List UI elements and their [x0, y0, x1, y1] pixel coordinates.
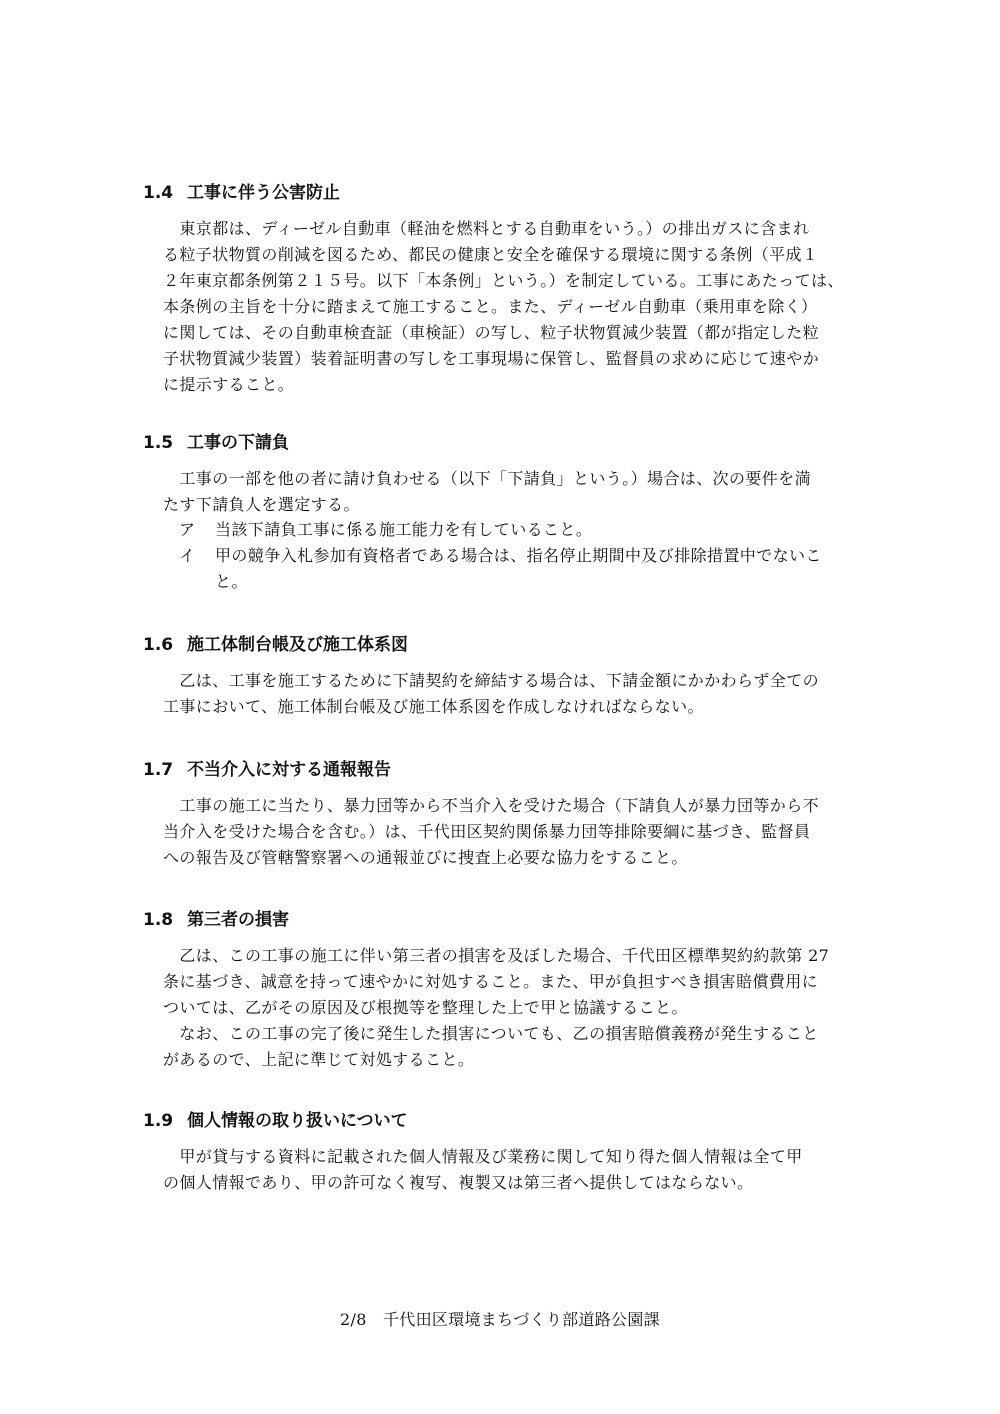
list-item	[163, 517, 863, 543]
list-item-line: と。	[215, 572, 248, 591]
section-title: 施工体制台帳及び施工体系図	[187, 635, 408, 655]
section-paragraph-1-9	[163, 1144, 863, 1196]
list-item	[163, 543, 863, 595]
section-paragraph-1-7	[163, 793, 863, 871]
page-number: 2/8	[340, 1310, 367, 1329]
list-item-line: 甲の競争入札参加有資格者である場合は、指名停止期間中及び排除措置中でないこ	[215, 546, 822, 565]
section-paragraph-1-6	[163, 668, 863, 720]
paragraph-line: 子状物質減少装置）装着証明書の写しを工事現場に保管し、監督員の求めに応じて速やか	[163, 349, 820, 368]
section-title: 第三者の損害	[187, 910, 289, 930]
list-marker: ア	[179, 520, 196, 539]
section-heading-1-7	[143, 758, 391, 782]
section-heading-1-4	[143, 181, 340, 205]
page-footer	[0, 1309, 1000, 1331]
paragraph-line: 乙は、工事を施工するために下請契約を締結する場合は、下請金額にかかわらず全ての	[163, 671, 820, 690]
section-title: 個人情報の取り扱いについて	[187, 1111, 408, 1131]
paragraph-line: 東京都は、ディーゼル自動車（軽油を燃料とする自動車をいう。）の排出ガスに含まれ	[163, 219, 810, 238]
paragraph-line: 条に基づき、誠意を持って速やかに対処すること。また、甲が負担すべき損害賠償費用に	[163, 972, 819, 991]
section-paragraph-1-8	[163, 943, 863, 1073]
paragraph-line: の個人情報であり、甲の許可なく複写、複製又は第三者へ提供してはならない。	[163, 1173, 754, 1192]
section-title: 工事の下請負	[187, 433, 289, 453]
section-heading-1-8	[143, 908, 289, 932]
paragraph-line: ２年東京都条例第２１５号。以下「本条例」という。）を制定している。工事にあたっては、	[163, 271, 844, 290]
department-name: 千代田区環境まちづくり部道路公園課	[383, 1310, 660, 1329]
paragraph-line: る粒子状物質の削減を図るため、都民の健康と安全を確保する環境に関する条例（平成１	[163, 245, 819, 264]
paragraph-line: への報告及び管轄警察署への通報並びに捜査上必要な協力をすること。	[163, 848, 688, 867]
paragraph-line: に関しては、その自動車検査証（車検証）の写し、粒子状物質減少装置（都が指定した粒	[163, 323, 820, 342]
paragraph-line: 本条例の主旨を十分に踏まえて施工すること。また、ディーゼル自動車（乗用車を除く）	[163, 297, 818, 316]
section-heading-1-9	[143, 1109, 408, 1133]
paragraph-line: なお、この工事の完了後に発生した損害についても、乙の損害賠償義務が発生すること	[163, 1024, 819, 1043]
section-paragraph-1-5	[163, 466, 863, 518]
paragraph-line: に提示すること。	[163, 375, 295, 394]
paragraph-line: ついては、乙がその原因及び根拠等を整理した上で甲と協議すること。	[163, 998, 688, 1017]
section-number: 1.5	[143, 433, 174, 453]
requirement-list	[163, 517, 863, 595]
paragraph-line: 工事の施工に当たり、暴力団等から不当介入を受けた場合（下請負人が暴力団等から不	[163, 796, 820, 815]
paragraph-line: 当介入を受けた場合を含む。）は、千代田区契約関係暴力団等排除要綱に基づき、監督員	[163, 822, 811, 841]
section-number: 1.7	[143, 760, 174, 780]
section-number: 1.4	[143, 183, 174, 203]
section-title: 不当介入に対する通報報告	[187, 760, 391, 780]
paragraph-line: 甲が貸与する資料に記載された個人情報及び業務に関して知り得た個人情報は全て甲	[163, 1147, 803, 1166]
section-number: 1.6	[143, 635, 174, 655]
section-heading-1-5	[143, 431, 289, 455]
list-item-line: 当該下請負工事に係る施工能力を有していること。	[215, 520, 593, 539]
paragraph-line: 乙は、この工事の施工に伴い第三者の損害を及ぼした場合、千代田区標準契約約款第 27	[163, 946, 830, 965]
section-paragraph-1-4	[163, 216, 863, 398]
paragraph-line: たす下請負人を選定する。	[163, 495, 360, 514]
section-number: 1.9	[143, 1111, 174, 1131]
section-number: 1.8	[143, 910, 174, 930]
paragraph-line: があるので、上記に準じて対処すること。	[163, 1050, 475, 1069]
list-marker: イ	[179, 546, 196, 565]
paragraph-line: 工事において、施工体制台帳及び施工体系図を作成しなければならない。	[163, 697, 704, 716]
section-title: 工事に伴う公害防止	[187, 183, 340, 203]
paragraph-line: 工事の一部を他の者に請け負わせる（以下「下請負」という。）場合は、次の要件を満	[163, 469, 812, 488]
section-heading-1-6	[143, 633, 408, 657]
